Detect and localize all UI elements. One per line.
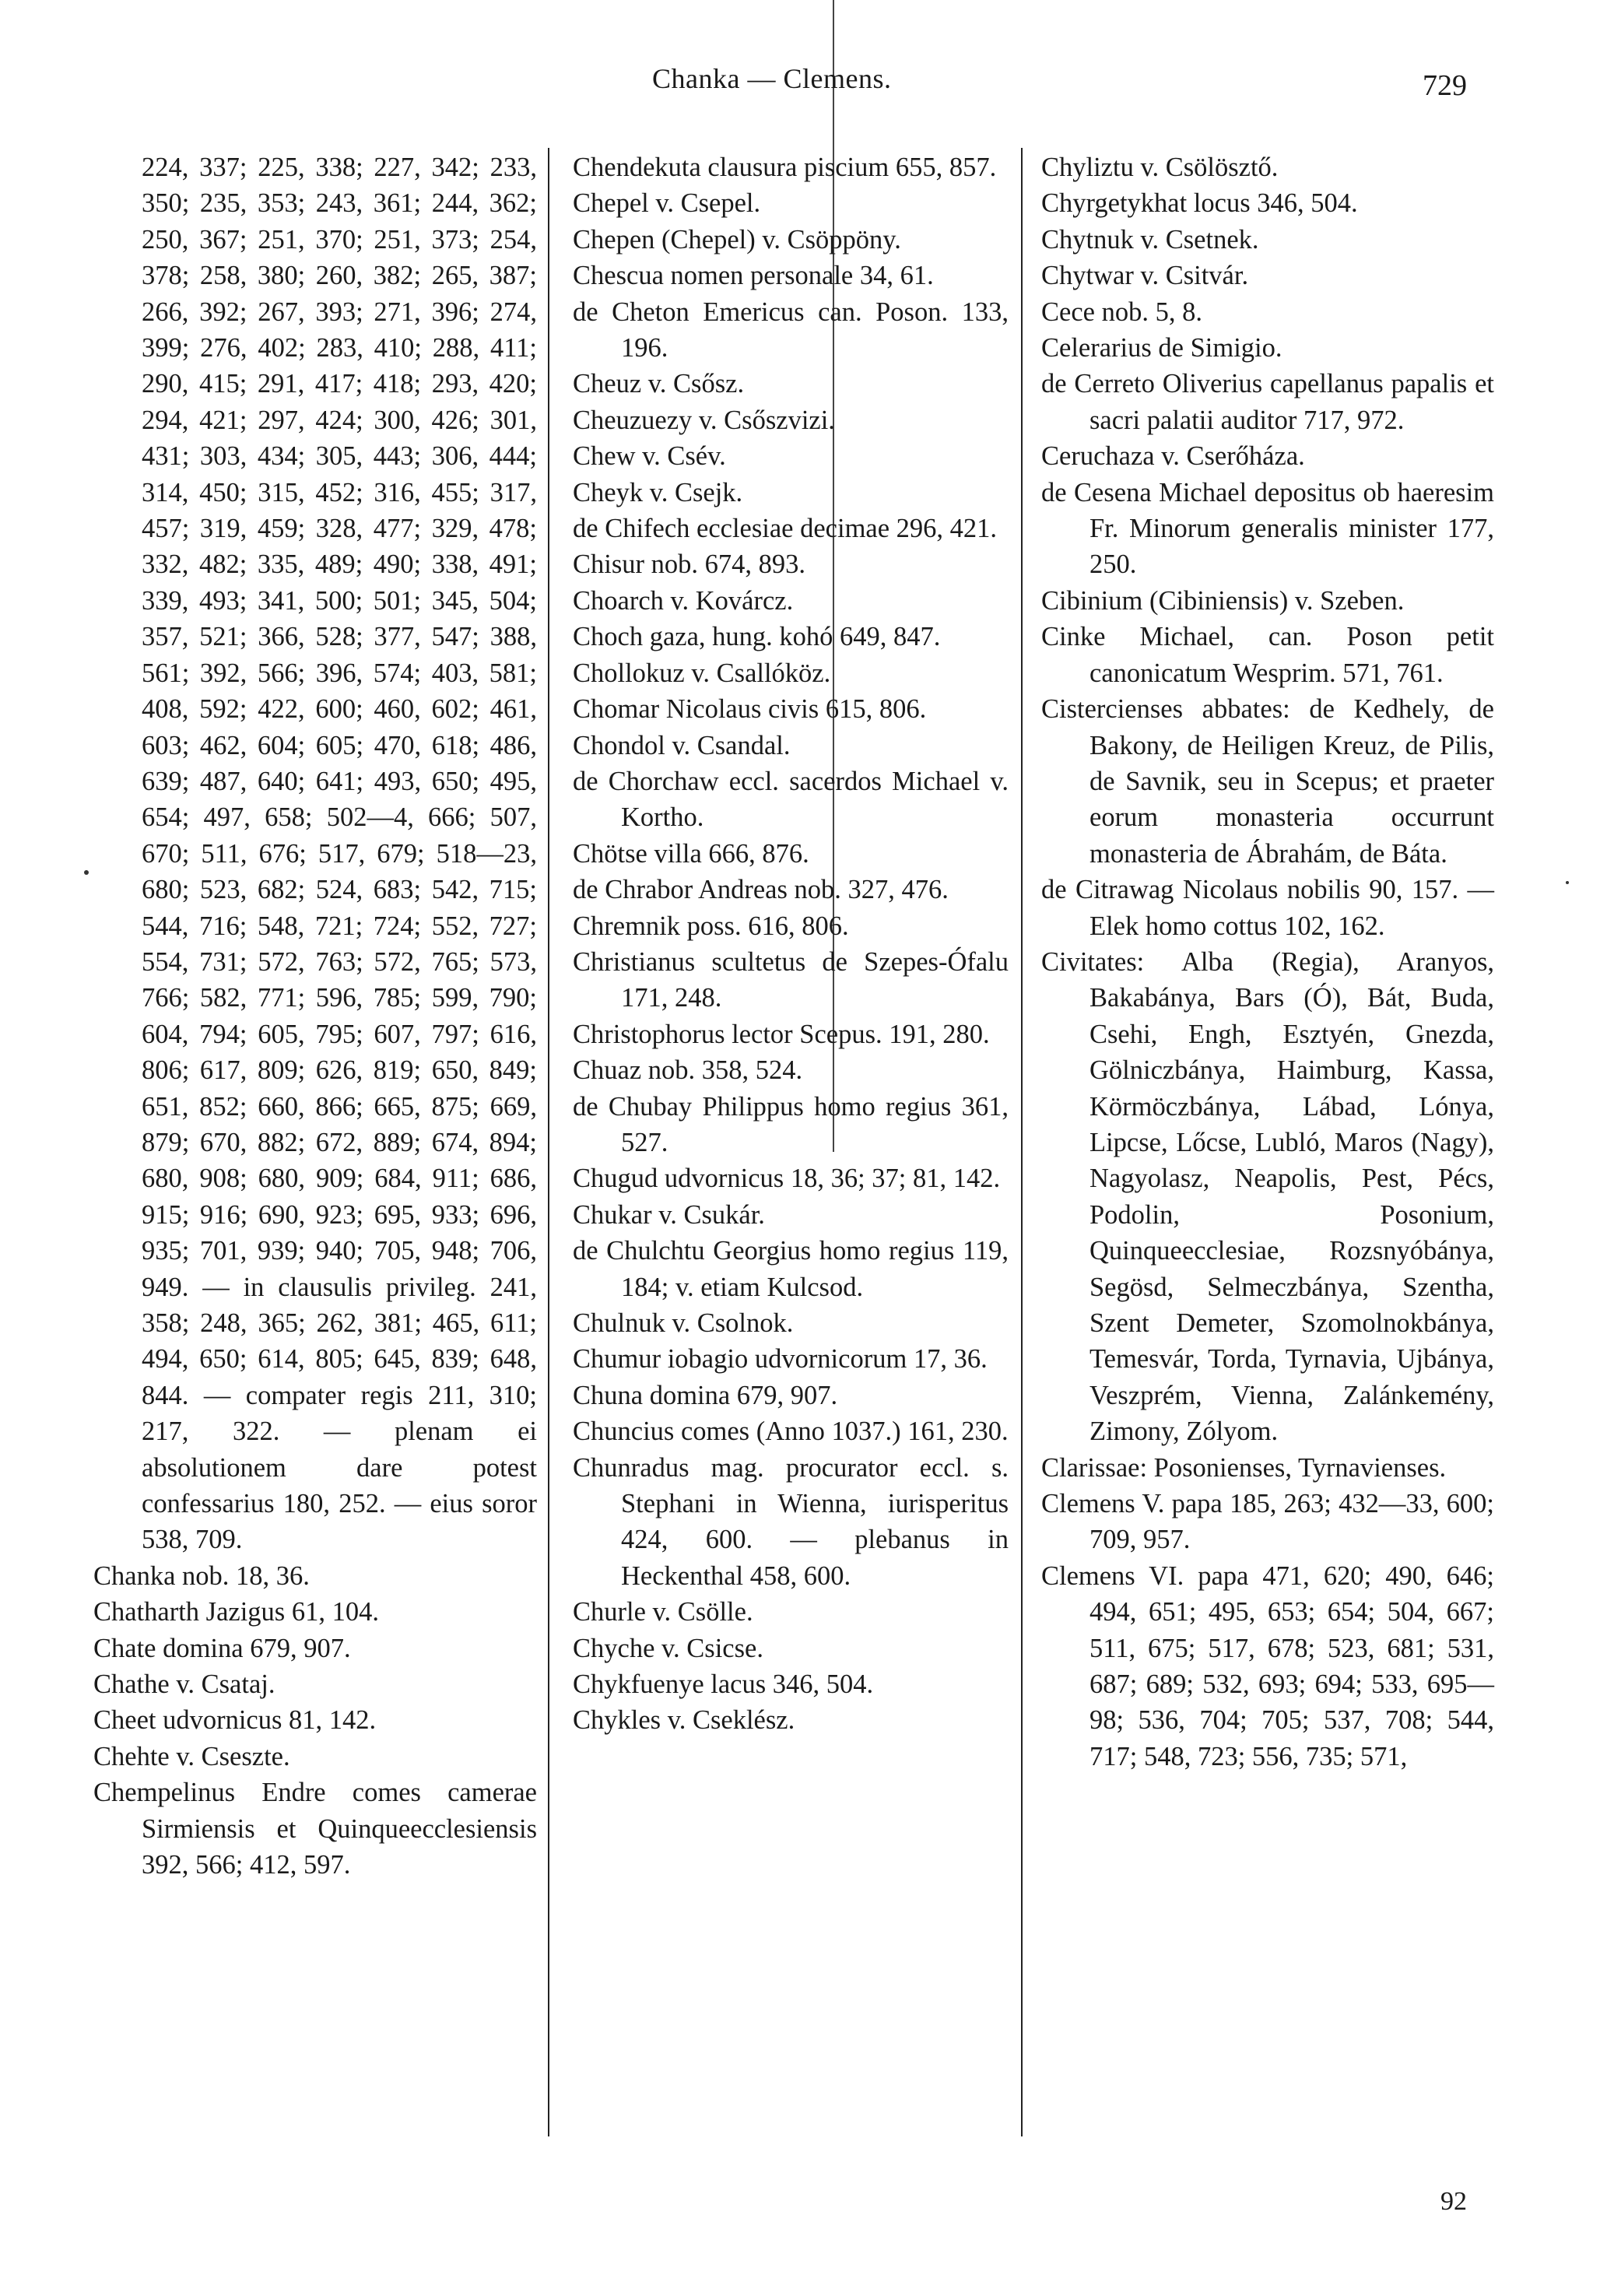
index-entry: Chescua nomen personale 34, 61. xyxy=(573,261,934,291)
index-entry: Chyrgetykhat locus 346, 504. xyxy=(1041,188,1358,219)
index-entry: Cheuzuezy v. Csőszvizi. xyxy=(573,405,835,435)
index-entry: Chew v. Csév. xyxy=(573,441,726,472)
index-entry: Chisur nob. 674, 893. xyxy=(573,549,806,580)
index-entry: Chatharth Jazigus 61, 104. xyxy=(93,1597,379,1627)
index-entry: Clemens VI. papa 471, 620; 490, 646; 494, 651; 495, 653; 654; 504, 667; 511, 675; 517, 678; 523, 681; 531, 687; 689; 532, 693; 694; 533, 695—98; 536, 704; 705; 537, 708; 544, 717; 548, 723; 556, 735; 571, xyxy=(1041,1561,1494,1771)
index-entry: Chendekuta clausura piscium 655, 857. xyxy=(573,153,997,182)
index-entry: de Cerreto Oliverius capellanus papalis et sacri palatii auditor 717, 972. xyxy=(1041,369,1494,435)
index-entry: Clarissae: Posonienses, Tyrnavienses. xyxy=(1041,1452,1447,1483)
index-entry: Chytnuk v. Csetnek. xyxy=(1041,224,1259,255)
index-entry: Chollokuz v. Csallóköz. xyxy=(573,658,831,688)
index-entry: Chukar v. Csukár. xyxy=(573,1199,765,1230)
index-entry: Cheyk v. Csejk. xyxy=(573,477,743,507)
index-column-3 xyxy=(1041,149,1494,1775)
signature-number: 92 xyxy=(1440,2187,1467,2216)
index-entry: Christianus scultetus de Szepes-Ófalu 171, 248. xyxy=(573,946,1009,1013)
print-speck xyxy=(1566,881,1569,884)
index-entry: Choch gaza, hung. kohó 649, 847. xyxy=(573,622,941,652)
index-entry: Chathe v. Csataj. xyxy=(93,1669,275,1700)
index-entry: de Cesena Michael depositus ob haeresim Fr. Minorum generalis minister 177, 250. xyxy=(1041,477,1494,580)
index-entry: Chuncius comes (Anno 1037.) 161, 230. xyxy=(573,1417,1009,1447)
index-entry: Cheuz v. Csősz. xyxy=(573,369,745,399)
index-entry: Chunradus mag. procurator eccl. s. Stephani in Wienna, iurisperitus 424, 600. — plebanus in Heckenthal 458, 600. xyxy=(573,1452,1009,1591)
index-entry: de Chulchtu Georgius homo regius 119, 184; v. etiam Kulcsod. xyxy=(573,1236,1009,1302)
header-title: Chanka — Clemens. xyxy=(652,63,892,94)
index-entry: Chuna domina 679, 907. xyxy=(573,1380,838,1410)
index-entry: Chepel v. Csepel. xyxy=(573,188,761,219)
index-entry: Chepen (Chepel) v. Csöppöny. xyxy=(573,224,901,255)
index-column-1 xyxy=(93,149,537,1883)
index-entry: Cece nob. 5, 8. xyxy=(1041,297,1202,327)
column-divider xyxy=(1021,148,1023,2136)
index-entry: Chomar Nicolaus civis 615, 806. xyxy=(573,694,927,725)
index-entry: Chytwar v. Csitvár. xyxy=(1041,261,1249,291)
index-entry: de Cheton Emericus can. Poson. 133, 196. xyxy=(573,297,1009,363)
index-entry: 224, 337; 225, 338; 227, 342; 233, 350; 235, 353; 243, 361; 244, 362; 250, 367; 251, 370; 251, 373; 254, 378; 258, 380; 260, 382; 265, 387; 266, 392; 267, 393; 271, 396; 274, 399; 276, 402; 283, 410; 288, 411; 290, 415; 291, 417; 418; 293, 420; 294, 421; 297, 424; 300, 426; 301, 431; 303, 434; 305, 443; 306, 444; 314, 450; 315, 452; 316, 455; 317, 457; 319, 459; 328, 477; 329, 478; 332, 482; 335, 489; 490; 338, 491; 339, 493; 341, 500; 501; 345, 504; 357, 521; 366, 528; 377, 547; 388, 561; 392, 566; 396, 574; 403, 581; 408, 592; 422, 600; 460, 602; 461, 603; 462, 604; 605; 470, 618; 486, 639; 487, 640; 641; 493, 650; 495, 654; 497, 658; 502—4, 666; 507, 670; 511, 676; 517, 679; 518—23, 680; 523, 682; 524, 683; 542, 715; 544, 716; 548, 721; 724; 552, 727; 554, 731; 572, 763; 572, 765; 573, 766; 582, 771; 596, 785; 599, 790; 604, 794; 605, 795; 607, 797; 616, 806; 617, 809; 626, 819; 650, 849; 651, 852; 660, 866; 665, 875; 669, 879; 670, 882; 672, 889; 674, 894; 680, 908; 680, 909; 684, 911; 686, 915; 916; 690, 923; 695, 933; 696, 935; 701, 939; 940; 705, 948; 706, 949. — in clausulis privileg. 241, 358; 248, 365; 262, 381; 465, 611; 494, 650; 614, 805; 645, 839; 648, 844. — compater regis 211, 310; 217, 322. — plenam ei absolutionem dare potest confessarius 180, 252. — eius soror 538, 709. xyxy=(142,153,537,1555)
index-entry: Chate domina 679, 907. xyxy=(93,1633,351,1663)
index-entry: Cinke Michael, can. Poson petit canonicatum Wesprim. 571, 761. xyxy=(1041,622,1494,688)
index-entry: Civitates: Alba (Regia), Aranyos, Bakabánya, Bars (Ó), Bát, Buda, Csehi, Engh, Esztyén, Gnezda, Gölniczbánya, Haimburg, Kassa, Körmöczbánya, Lábad, Lónya, Lipcse, Lőcse, Lubló, Maros (Nagy), Nagyolasz, Neapolis, Pest, Pécs, Podolin, Posonium, Quinqueecclesiae, Rozsnyóbánya, Segösd, Selmeczbánya, Szentha, Szent Demeter, Szomolnokbánya, Temesvár, Torda, Tyrnavia, Ujbánya, Veszprém, Vienna, Zalánkemény, Zimony, Zólyom. xyxy=(1041,946,1494,1447)
index-entry: Christophorus lector Scepus. 191, 280. xyxy=(573,1019,990,1049)
index-entry: de Chubay Philippus homo regius 361, 527. xyxy=(573,1091,1009,1157)
index-entry: Chempelinus Endre comes camerae Sirmiensis et Quinqueecclesiensis 392, 566; 412, 597. xyxy=(93,1778,537,1880)
index-entry: Celerarius de Simigio. xyxy=(1041,333,1282,363)
index-entry: Chugud udvornicus 18, 36; 37; 81, 142. xyxy=(573,1164,1001,1194)
index-entry: Chötse villa 666, 876. xyxy=(573,838,809,869)
index-entry: Cibinium (Cibiniensis) v. Szeben. xyxy=(1041,585,1405,616)
index-entry: Chulnuk v. Csolnok. xyxy=(573,1308,794,1338)
index-entry: Chumur iobagio udvornicorum 17, 36. xyxy=(573,1344,988,1374)
index-entry: Chykfuenye lacus 346, 504. xyxy=(573,1669,874,1700)
print-speck xyxy=(84,870,89,875)
running-header xyxy=(0,62,1607,109)
index-entry: Choarch v. Kovárcz. xyxy=(573,585,794,616)
index-entry: de Chifech ecclesiae decimae 296, 421. xyxy=(573,514,998,544)
page-number: 729 xyxy=(1423,69,1467,102)
column-divider xyxy=(548,148,549,2136)
index-entry: Churle v. Csölle. xyxy=(573,1597,753,1627)
index-column-2 xyxy=(573,149,1009,1739)
index-entry: Cheet udvornicus 81, 142. xyxy=(93,1705,377,1736)
index-entry: Chyliztu v. Csölösztő. xyxy=(1041,153,1279,182)
index-entry: de Chorchaw eccl. sacerdos Michael v. Kortho. xyxy=(573,766,1009,833)
index-entry: Chyche v. Csicse. xyxy=(573,1633,763,1663)
index-entry: Chykles v. Cseklész. xyxy=(573,1705,795,1736)
index-entry: de Citrawag Nicolaus nobilis 90, 157. — Elek homo cottus 102, 162. xyxy=(1041,875,1494,941)
index-entry: Chondol v. Csandal. xyxy=(573,730,791,760)
index-entry: Chuaz nob. 358, 524. xyxy=(573,1055,803,1086)
index-entry: Ceruchaza v. Cserőháza. xyxy=(1041,441,1305,472)
index-entry: Chehte v. Cseszte. xyxy=(93,1741,290,1771)
index-entry: Chremnik poss. 616, 806. xyxy=(573,911,849,941)
index-entry: Chanka nob. 18, 36. xyxy=(93,1561,310,1591)
index-entry: de Chrabor Andreas nob. 327, 476. xyxy=(573,875,949,905)
index-entry: Clemens V. papa 185, 263; 432—33, 600; 709, 957. xyxy=(1041,1489,1494,1555)
index-entry: Cistercienses abbates: de Kedhely, de Bakony, de Heiligen Kreuz, de Pilis, de Savnik, seu in Scepus; et praeter eorum monasteria occurrunt monasteria de Ábrahám, de Báta. xyxy=(1041,694,1494,869)
